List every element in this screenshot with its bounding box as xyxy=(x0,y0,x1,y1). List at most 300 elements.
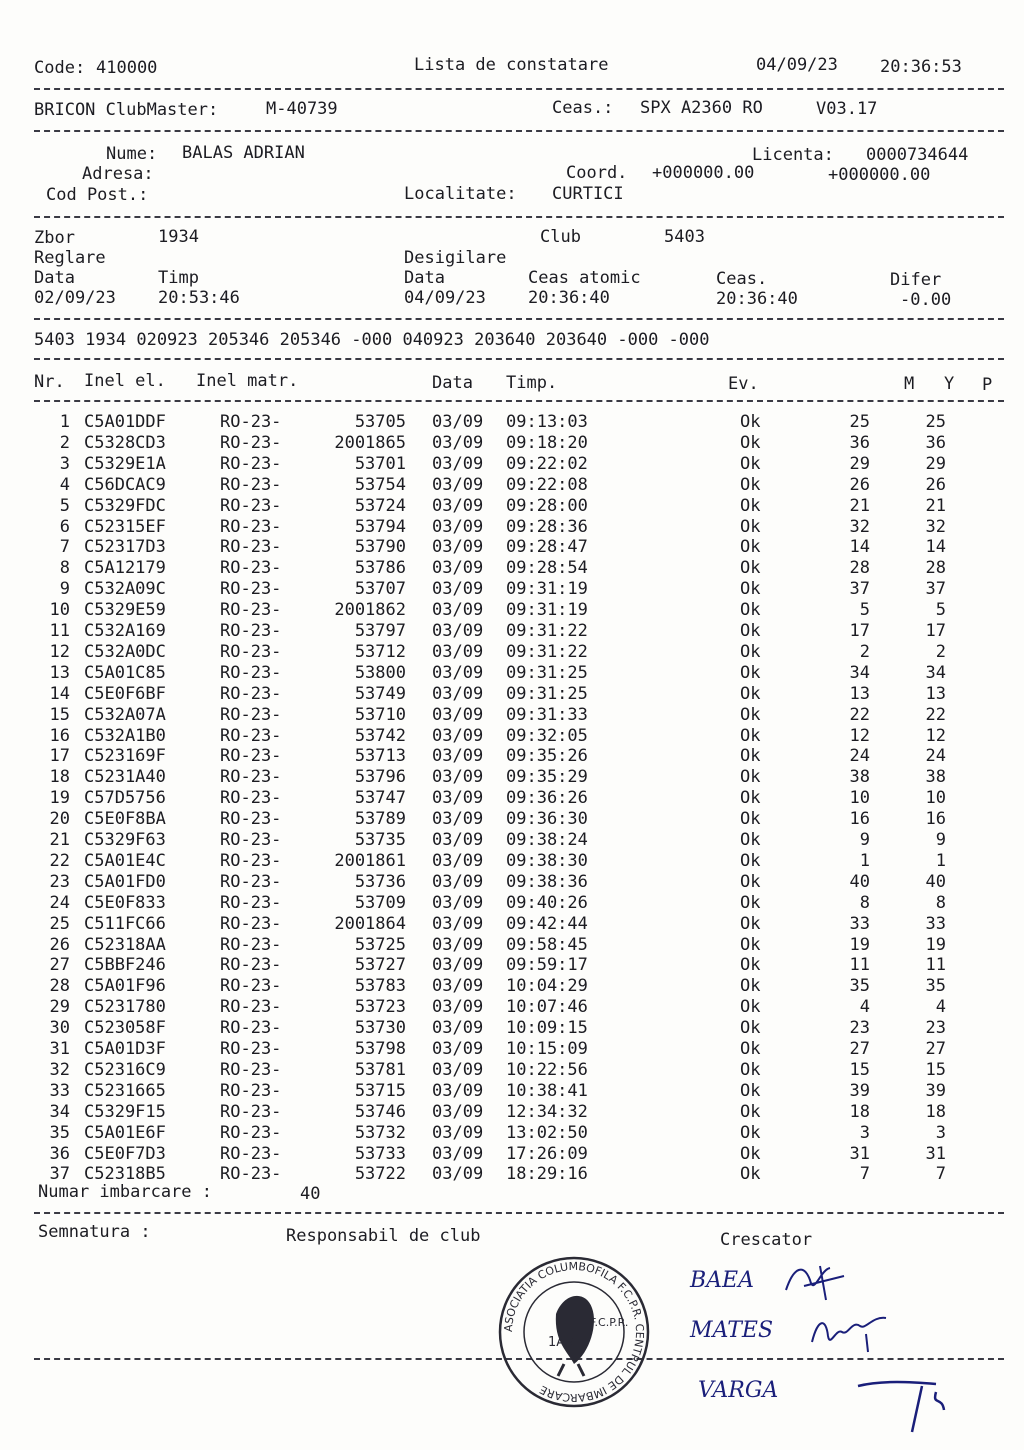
row-inel-el: C5231780 xyxy=(84,997,166,1018)
row-nr: 30 xyxy=(49,1018,70,1039)
row-inel-matr: 53746 xyxy=(354,1101,406,1122)
row-ev: Ok xyxy=(740,871,761,892)
row-prefix: RO-23- xyxy=(220,892,282,913)
divider xyxy=(34,1212,1004,1214)
reglare-timp: 20:53:46 xyxy=(158,288,240,308)
row-nr: 25 xyxy=(49,913,70,934)
row-time: 09:31:33 xyxy=(506,704,588,725)
table-row xyxy=(0,893,1024,914)
row-prefix: RO-23- xyxy=(220,1059,282,1080)
col-data: Data xyxy=(432,373,473,393)
row-date: 03/09 xyxy=(432,934,484,955)
row-y: 9 xyxy=(935,830,946,850)
row-prefix: RO-23- xyxy=(220,1018,282,1039)
signature-2: MATES xyxy=(690,1318,774,1343)
coord-x: +000000.00 xyxy=(652,163,755,183)
table-row xyxy=(0,621,1024,642)
row-m: 37 xyxy=(849,579,870,600)
nume-label: Nume: xyxy=(106,144,158,164)
row-m: 34 xyxy=(849,662,870,683)
row-m: 19 xyxy=(849,934,870,955)
row-nr: 1 xyxy=(59,412,70,432)
row-prefix: RO-23- xyxy=(220,1080,282,1101)
row-inel-el: C57D5756 xyxy=(84,788,166,809)
row-inel-el: C523058F xyxy=(84,1018,166,1039)
row-date: 03/09 xyxy=(432,516,484,537)
row-m: 11 xyxy=(849,955,870,976)
row-inel-matr: 53713 xyxy=(354,746,406,767)
imbarcare-value: 40 xyxy=(300,1184,321,1204)
club-value: 5403 xyxy=(664,227,705,247)
row-m: 14 xyxy=(849,537,870,558)
row-y: 25 xyxy=(925,412,946,432)
row-ev: Ok xyxy=(740,662,761,683)
row-date: 03/09 xyxy=(432,809,484,830)
row-prefix: RO-23- xyxy=(220,641,282,662)
row-m: 8 xyxy=(859,892,870,913)
row-inel-el: C5231665 xyxy=(84,1080,166,1101)
row-date: 03/09 xyxy=(432,1018,484,1039)
row-nr: 36 xyxy=(49,1143,70,1164)
row-inel-el: C52318B5 xyxy=(84,1164,166,1185)
row-prefix: RO-23- xyxy=(220,788,282,809)
row-ev: Ok xyxy=(740,704,761,725)
row-m: 27 xyxy=(849,1039,870,1059)
row-ev: Ok xyxy=(740,1143,761,1164)
row-m: 12 xyxy=(849,725,870,746)
row-y: 28 xyxy=(925,558,946,579)
reglare-label: Reglare xyxy=(34,248,106,268)
table-row xyxy=(0,412,1024,433)
row-y: 37 xyxy=(925,579,946,600)
stamp-ring-text: ASOCIATIA COLUMBOFILA F.C.P.R. CENTRUL DE IMBARCARE xyxy=(501,1259,647,1405)
row-nr: 7 xyxy=(59,537,70,558)
row-date: 03/09 xyxy=(432,830,484,850)
row-inel-el: C5329E59 xyxy=(84,600,166,621)
row-y: 15 xyxy=(925,1059,946,1080)
row-date: 03/09 xyxy=(432,913,484,934)
row-inel-matr: 53742 xyxy=(354,725,406,746)
table-row xyxy=(0,537,1024,558)
row-date: 03/09 xyxy=(432,1039,484,1059)
row-ev: Ok xyxy=(740,955,761,976)
row-time: 10:22:56 xyxy=(506,1059,588,1080)
row-inel-el: C5231A40 xyxy=(84,767,166,788)
row-inel-el: C52315EF xyxy=(84,516,166,537)
row-inel-matr: 53705 xyxy=(354,412,406,432)
row-prefix: RO-23- xyxy=(220,1039,282,1059)
row-y: 5 xyxy=(935,600,946,621)
row-inel-el: C5329F63 xyxy=(84,830,166,850)
row-date: 03/09 xyxy=(432,976,484,997)
row-prefix: RO-23- xyxy=(220,830,282,850)
localitate-value: CURTICI xyxy=(552,184,624,204)
row-y: 26 xyxy=(925,474,946,495)
row-ev: Ok xyxy=(740,474,761,495)
divider xyxy=(34,88,1004,90)
row-nr: 4 xyxy=(59,474,70,495)
row-inel-matr: 53735 xyxy=(354,830,406,850)
row-nr: 24 xyxy=(49,892,70,913)
row-inel-matr: 53710 xyxy=(354,704,406,725)
code-value: 410000 xyxy=(96,58,158,78)
row-inel-el: C5A01D3F xyxy=(84,1039,166,1059)
row-date: 03/09 xyxy=(432,600,484,621)
row-y: 32 xyxy=(925,516,946,537)
licenta-value: 0000734644 xyxy=(866,145,969,165)
row-nr: 26 xyxy=(49,934,70,955)
row-inel-el: C5329E1A xyxy=(84,453,166,474)
row-time: 10:04:29 xyxy=(506,976,588,997)
row-y: 21 xyxy=(925,495,946,516)
row-time: 09:28:00 xyxy=(506,495,588,516)
col-ev: Ev. xyxy=(728,374,759,394)
row-nr: 35 xyxy=(49,1122,70,1143)
row-date: 03/09 xyxy=(432,579,484,600)
row-inel-matr: 53754 xyxy=(354,474,406,495)
table-row xyxy=(0,976,1024,997)
table-row xyxy=(0,851,1024,872)
table-row xyxy=(0,433,1024,454)
row-ev: Ok xyxy=(740,746,761,767)
row-date: 03/09 xyxy=(432,871,484,892)
row-ev: Ok xyxy=(740,1080,761,1101)
row-date: 03/09 xyxy=(432,788,484,809)
row-inel-el: C52317D3 xyxy=(84,537,166,558)
row-inel-el: C5E0F6BF xyxy=(84,683,166,704)
print-time: 20:36:53 xyxy=(880,57,962,77)
row-ev: Ok xyxy=(740,997,761,1018)
row-y: 38 xyxy=(925,767,946,788)
row-ev: Ok xyxy=(740,830,761,850)
row-inel-el: C52318AA xyxy=(84,934,166,955)
row-inel-el: C5A01E4C xyxy=(84,850,166,871)
row-y: 1 xyxy=(935,850,946,871)
row-ev: Ok xyxy=(740,641,761,662)
row-time: 10:38:41 xyxy=(506,1080,588,1101)
row-inel-matr: 53701 xyxy=(354,453,406,474)
row-ev: Ok xyxy=(740,725,761,746)
row-time: 09:59:17 xyxy=(506,955,588,976)
row-time: 09:22:02 xyxy=(506,453,588,474)
row-date: 03/09 xyxy=(432,453,484,474)
row-inel-matr: 53707 xyxy=(354,579,406,600)
row-ev: Ok xyxy=(740,767,761,788)
row-ev: Ok xyxy=(740,913,761,934)
desigilare-data: 04/09/23 xyxy=(404,288,486,308)
responsabil-label: Responsabil de club xyxy=(286,1226,481,1246)
row-nr: 3 xyxy=(59,453,70,474)
row-m: 31 xyxy=(849,1143,870,1164)
coord-y: +000000.00 xyxy=(828,165,931,185)
document-title: Lista de constatare xyxy=(414,55,609,75)
signature-1-scribble xyxy=(780,1260,850,1304)
row-time: 09:28:54 xyxy=(506,558,588,579)
col-m: M xyxy=(904,374,915,394)
row-prefix: RO-23- xyxy=(220,767,282,788)
row-m: 18 xyxy=(849,1101,870,1122)
divider xyxy=(34,400,1004,402)
row-prefix: RO-23- xyxy=(220,558,282,579)
difer-value: -0.00 xyxy=(900,290,952,310)
row-y: 19 xyxy=(925,934,946,955)
row-inel-el: C5E0F833 xyxy=(84,892,166,913)
signature-2-scribble xyxy=(806,1308,896,1358)
row-nr: 23 xyxy=(49,871,70,892)
row-inel-el: C532A09C xyxy=(84,579,166,600)
row-y: 4 xyxy=(935,997,946,1018)
row-time: 09:28:47 xyxy=(506,537,588,558)
table-row xyxy=(0,767,1024,788)
row-y: 27 xyxy=(925,1039,946,1059)
row-m: 36 xyxy=(849,432,870,453)
row-date: 03/09 xyxy=(432,474,484,495)
row-m: 9 xyxy=(859,830,870,850)
row-nr: 6 xyxy=(59,516,70,537)
row-time: 09:31:25 xyxy=(506,683,588,704)
row-y: 12 xyxy=(925,725,946,746)
row-inel-matr: 53715 xyxy=(354,1080,406,1101)
club-stamp xyxy=(494,1252,654,1412)
row-nr: 14 xyxy=(49,683,70,704)
row-date: 03/09 xyxy=(432,662,484,683)
row-m: 17 xyxy=(849,621,870,641)
row-nr: 17 xyxy=(49,746,70,767)
ceas-version: V03.17 xyxy=(816,99,878,119)
row-ev: Ok xyxy=(740,558,761,579)
signature-3-scribble xyxy=(852,1376,962,1436)
table-row xyxy=(0,1081,1024,1102)
row-time: 17:26:09 xyxy=(506,1143,588,1164)
table-row xyxy=(0,600,1024,621)
divider xyxy=(34,216,1004,218)
row-ev: Ok xyxy=(740,412,761,432)
row-nr: 2 xyxy=(59,432,70,453)
table-row xyxy=(0,684,1024,705)
table-row xyxy=(0,1102,1024,1123)
row-nr: 21 xyxy=(49,830,70,850)
row-nr: 10 xyxy=(49,600,70,621)
row-ev: Ok xyxy=(740,1039,761,1059)
ceas-atomic-label: Ceas atomic xyxy=(528,268,641,288)
row-date: 03/09 xyxy=(432,704,484,725)
row-inel-el: C511FC66 xyxy=(84,913,166,934)
table-row xyxy=(0,705,1024,726)
row-nr: 37 xyxy=(49,1164,70,1185)
row-inel-matr: 53794 xyxy=(354,516,406,537)
row-inel-el: C5A12179 xyxy=(84,558,166,579)
row-inel-matr: 53722 xyxy=(354,1164,406,1185)
table-row xyxy=(0,830,1024,851)
row-ev: Ok xyxy=(740,516,761,537)
row-m: 3 xyxy=(859,1122,870,1143)
imbarcare-label: Numar imbarcare : xyxy=(38,1182,212,1202)
row-m: 32 xyxy=(849,516,870,537)
table-row xyxy=(0,788,1024,809)
table-row xyxy=(0,1144,1024,1165)
row-prefix: RO-23- xyxy=(220,621,282,641)
row-inel-el: C532A0DC xyxy=(84,641,166,662)
row-time: 09:36:30 xyxy=(506,809,588,830)
row-m: 28 xyxy=(849,558,870,579)
row-inel-matr: 53786 xyxy=(354,558,406,579)
row-m: 13 xyxy=(849,683,870,704)
row-time: 09:31:19 xyxy=(506,579,588,600)
ceas-atomic-value: 20:36:40 xyxy=(528,288,610,308)
row-y: 11 xyxy=(925,955,946,976)
row-inel-matr: 53723 xyxy=(354,997,406,1018)
ceas2-label: Ceas. xyxy=(716,269,768,289)
row-m: 24 xyxy=(849,746,870,767)
row-date: 03/09 xyxy=(432,1122,484,1143)
signature-3: VARGA xyxy=(698,1378,779,1403)
row-prefix: RO-23- xyxy=(220,1164,282,1185)
row-inel-matr: 53709 xyxy=(354,892,406,913)
ceas-model: SPX A2360 RO xyxy=(640,98,763,118)
row-nr: 19 xyxy=(49,788,70,809)
row-ev: Ok xyxy=(740,600,761,621)
divider xyxy=(34,358,1004,360)
row-inel-matr: 53730 xyxy=(354,1018,406,1039)
row-prefix: RO-23- xyxy=(220,1122,282,1143)
row-inel-el: C5A01FD0 xyxy=(84,871,166,892)
row-prefix: RO-23- xyxy=(220,1101,282,1122)
table-row xyxy=(0,579,1024,600)
row-y: 18 xyxy=(925,1101,946,1122)
row-inel-matr: 53796 xyxy=(354,767,406,788)
row-date: 03/09 xyxy=(432,1101,484,1122)
crescator-label: Crescator xyxy=(720,1230,813,1250)
row-prefix: RO-23- xyxy=(220,683,282,704)
row-ev: Ok xyxy=(740,683,761,704)
row-inel-el: C5328CD3 xyxy=(84,432,166,453)
row-ev: Ok xyxy=(740,934,761,955)
table-row xyxy=(0,475,1024,496)
row-y: 7 xyxy=(935,1164,946,1185)
table-row xyxy=(0,872,1024,893)
row-inel-el: C5BBF246 xyxy=(84,955,166,976)
table-row xyxy=(0,496,1024,517)
licenta-label: Licenta: xyxy=(752,145,834,165)
row-inel-matr: 53733 xyxy=(354,1143,406,1164)
row-y: 36 xyxy=(925,432,946,453)
ceas-value: 20:36:40 xyxy=(716,289,798,309)
row-time: 09:18:20 xyxy=(506,432,588,453)
table-row xyxy=(0,726,1024,747)
row-time: 09:38:30 xyxy=(506,850,588,871)
table-row xyxy=(0,454,1024,475)
table-row xyxy=(0,663,1024,684)
data-label: Data xyxy=(34,268,75,288)
row-y: 2 xyxy=(935,641,946,662)
col-nr: Nr. xyxy=(34,372,65,392)
col-y: Y xyxy=(944,374,955,394)
row-inel-matr: 53790 xyxy=(354,537,406,558)
row-inel-el: C5329F15 xyxy=(84,1101,166,1122)
row-time: 09:35:29 xyxy=(506,767,588,788)
row-inel-el: C532A07A xyxy=(84,704,166,725)
row-m: 10 xyxy=(849,788,870,809)
row-date: 03/09 xyxy=(432,955,484,976)
row-date: 03/09 xyxy=(432,537,484,558)
row-y: 31 xyxy=(925,1143,946,1164)
row-m: 16 xyxy=(849,809,870,830)
row-inel-matr: 53725 xyxy=(354,934,406,955)
row-prefix: RO-23- xyxy=(220,871,282,892)
row-nr: 34 xyxy=(49,1101,70,1122)
row-y: 14 xyxy=(925,537,946,558)
row-y: 23 xyxy=(925,1018,946,1039)
row-prefix: RO-23- xyxy=(220,453,282,474)
row-time: 09:31:19 xyxy=(506,600,588,621)
row-m: 35 xyxy=(849,976,870,997)
row-inel-matr: 2001864 xyxy=(334,913,406,934)
row-time: 09:31:22 xyxy=(506,641,588,662)
zbor-label: Zbor xyxy=(34,228,75,248)
row-ev: Ok xyxy=(740,537,761,558)
localitate-label: Localitate: xyxy=(404,184,517,204)
row-m: 2 xyxy=(859,641,870,662)
row-nr: 15 xyxy=(49,704,70,725)
row-time: 09:40:26 xyxy=(506,892,588,913)
adresa-label: Adresa: xyxy=(82,164,154,184)
row-date: 03/09 xyxy=(432,412,484,432)
row-m: 4 xyxy=(859,997,870,1018)
row-m: 29 xyxy=(849,453,870,474)
row-time: 09:35:26 xyxy=(506,746,588,767)
row-date: 03/09 xyxy=(432,746,484,767)
row-inel-matr: 53783 xyxy=(354,976,406,997)
row-prefix: RO-23- xyxy=(220,746,282,767)
row-inel-el: C52316C9 xyxy=(84,1059,166,1080)
row-time: 09:28:36 xyxy=(506,516,588,537)
row-nr: 28 xyxy=(49,976,70,997)
row-inel-el: C5329FDC xyxy=(84,495,166,516)
row-prefix: RO-23- xyxy=(220,725,282,746)
row-time: 09:38:36 xyxy=(506,871,588,892)
row-nr: 32 xyxy=(49,1059,70,1080)
row-date: 03/09 xyxy=(432,892,484,913)
row-time: 09:58:45 xyxy=(506,934,588,955)
row-y: 33 xyxy=(925,913,946,934)
table-row xyxy=(0,517,1024,538)
data2-label: Data xyxy=(404,268,445,288)
row-m: 38 xyxy=(849,767,870,788)
row-ev: Ok xyxy=(740,432,761,453)
row-inel-matr: 53724 xyxy=(354,495,406,516)
row-time: 12:34:32 xyxy=(506,1101,588,1122)
clubmaster-id: M-40739 xyxy=(266,99,338,119)
table-row xyxy=(0,997,1024,1018)
row-time: 13:02:50 xyxy=(506,1122,588,1143)
row-nr: 12 xyxy=(49,641,70,662)
row-date: 03/09 xyxy=(432,495,484,516)
row-date: 03/09 xyxy=(432,1143,484,1164)
row-inel-el: C5A01C85 xyxy=(84,662,166,683)
row-ev: Ok xyxy=(740,1018,761,1039)
row-time: 10:07:46 xyxy=(506,997,588,1018)
row-prefix: RO-23- xyxy=(220,997,282,1018)
row-inel-el: C523169F xyxy=(84,746,166,767)
row-time: 09:31:22 xyxy=(506,621,588,641)
row-m: 5 xyxy=(859,600,870,621)
row-date: 03/09 xyxy=(432,1080,484,1101)
code-line: 5403 1934 020923 205346 205346 -000 040923 203640 203640 -000 -000 xyxy=(34,330,710,350)
row-m: 40 xyxy=(849,871,870,892)
row-prefix: RO-23- xyxy=(220,579,282,600)
row-prefix: RO-23- xyxy=(220,516,282,537)
row-ev: Ok xyxy=(740,976,761,997)
